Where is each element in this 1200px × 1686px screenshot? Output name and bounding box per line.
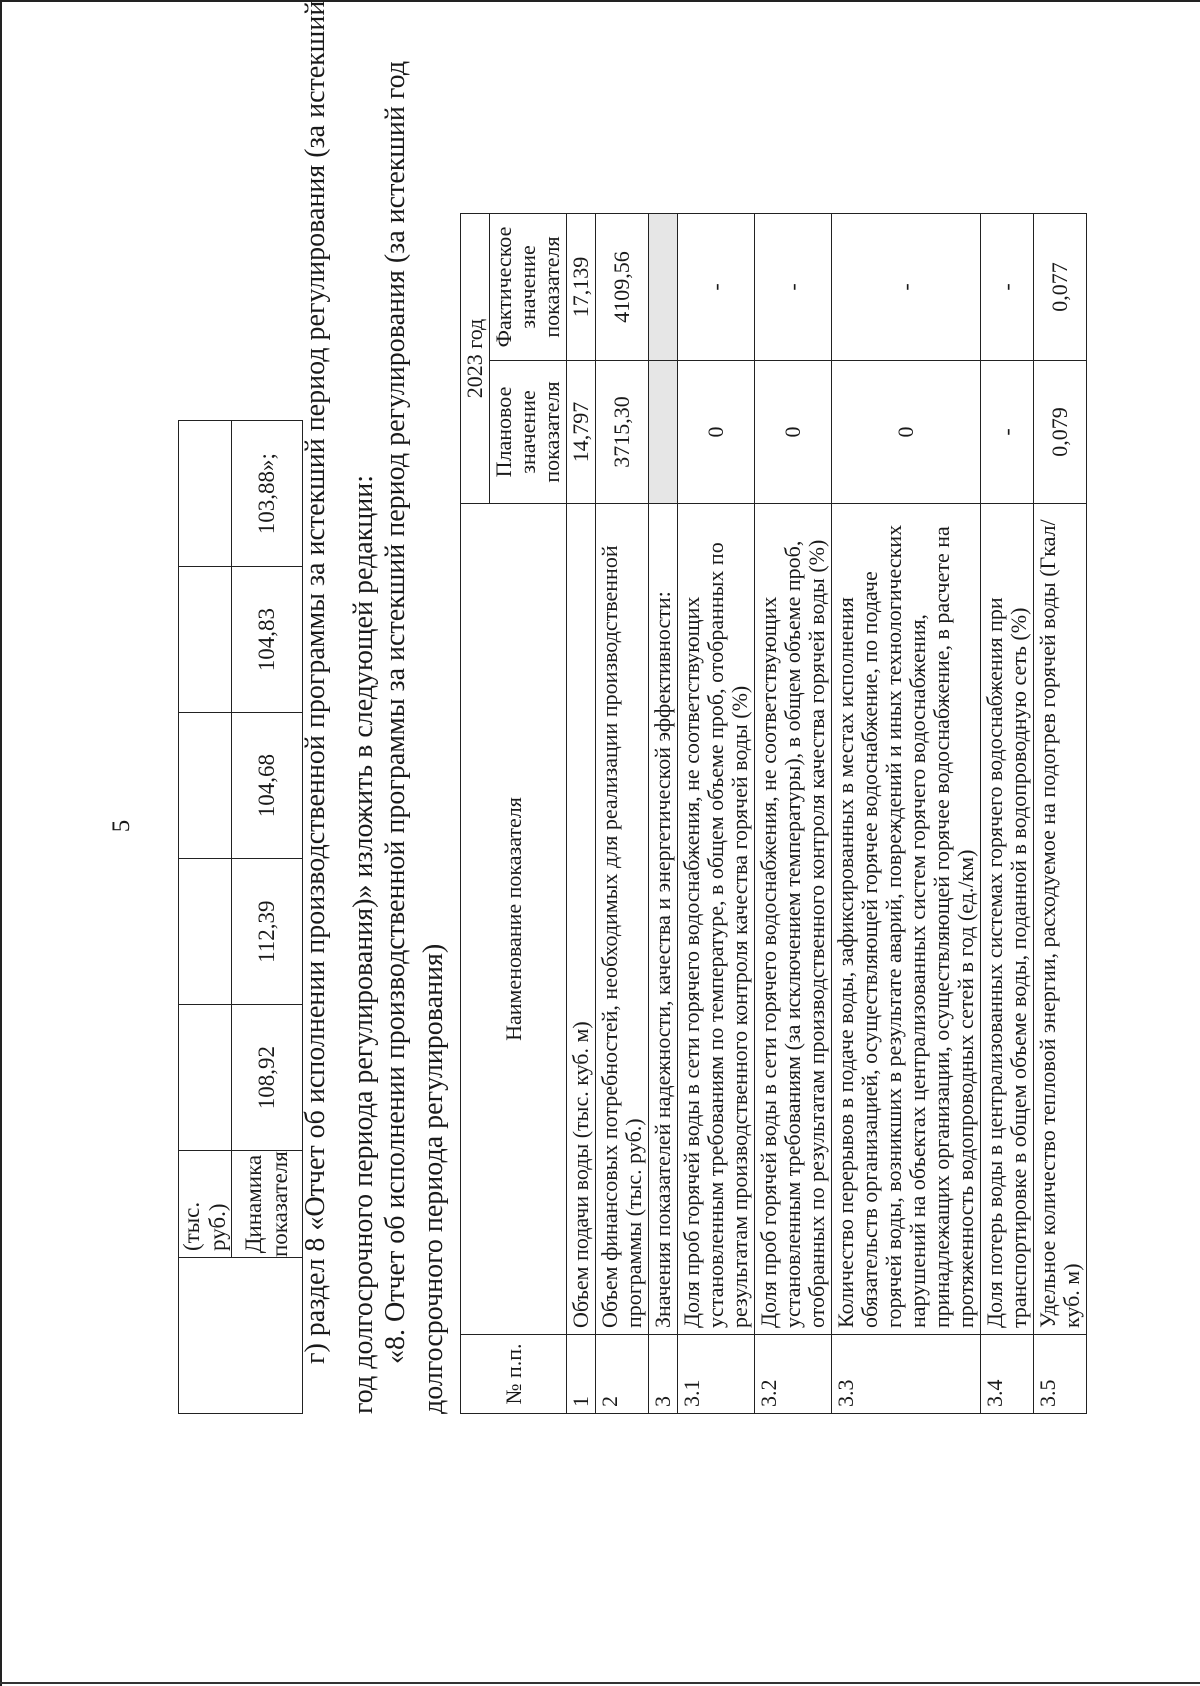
- row-name: Удельное количество тепловой энергии, расходуемое на подогрев горячей воды (Гкал/куб. м): [1034, 504, 1087, 1335]
- row-fact: -: [832, 214, 981, 361]
- header-year: 2023 год: [461, 214, 490, 504]
- row-num: 1: [567, 1335, 596, 1414]
- row-plan: 14,797: [567, 361, 596, 504]
- row-num: 3.4: [981, 1335, 1034, 1414]
- header-name: Наименование показателя: [461, 504, 567, 1335]
- header-num: № п.п.: [461, 1335, 567, 1414]
- table-row: [649, 214, 678, 1414]
- top-table-cell: [179, 567, 232, 713]
- row-name: Объем подачи воды (тыс. куб. м): [567, 504, 596, 1335]
- row-fact: -: [981, 214, 1034, 361]
- top-table-cell: [179, 1005, 232, 1151]
- top-table-unit-row: [179, 421, 232, 1414]
- row-num: 3.1: [678, 1335, 755, 1414]
- top-table-cell: [179, 713, 232, 859]
- page-number: 5: [108, 819, 135, 833]
- row-fact: 17,139: [567, 214, 596, 361]
- top-table-value: 112,39: [232, 859, 303, 1005]
- table-row: [567, 214, 596, 1414]
- row-plan: [649, 361, 678, 504]
- table-row: [596, 214, 649, 1414]
- row-plan: -: [981, 361, 1034, 504]
- row-name: Количество перерывов в подаче воды, зафиксированных в местах исполнения обязательств организацией, осуществляющей горячее водоснабжение, по подаче горячей воды, возникших в результате аварий, повреждений и иных технологических нарушений на объектах централизованных систем горячего водоснабжения, принадлежащих организации, осуществляющей горячее водоснабжение, в расчете на протяженность водопроводных сетей в год (ед./км): [832, 504, 981, 1335]
- row-plan: 0: [755, 361, 832, 504]
- top-table-blank-cell: [179, 1258, 303, 1414]
- row-plan: 0,079: [1034, 361, 1087, 504]
- section8-title-line2: долгосрочного периода регулирования): [418, 943, 449, 1414]
- row-num: 3: [649, 1335, 678, 1414]
- row-fact: 4109,56: [596, 214, 649, 361]
- paragraph-g-line1: г) раздел 8 «Отчет об исполнении производственной программы за истекший период регулирования (за истекший: [300, 0, 331, 1364]
- row-name: Доля проб горячей воды в сети горячего водоснабжения, не соответствующих установленным требованиям по температуре, в общем объеме проб, отобранных по результатам производственного контроля качества горячей воды (%): [678, 504, 755, 1335]
- row-num: 3.5: [1034, 1335, 1087, 1414]
- top-table-value: 103,88»;: [232, 421, 303, 567]
- row-plan: 3715,30: [596, 361, 649, 504]
- row-fact: -: [678, 214, 755, 361]
- row-fact: [649, 214, 678, 361]
- row-fact: -: [755, 214, 832, 361]
- paragraph-g-line2: год долгосрочного периода регулирования)» изложить в следующей редакции:: [348, 474, 379, 1414]
- header-row-1: [461, 214, 490, 1414]
- table-row: [755, 214, 832, 1414]
- top-table-value: 104,83: [232, 567, 303, 713]
- table-row: [1034, 214, 1087, 1414]
- header-plan: Плановое значение показателя: [490, 361, 567, 504]
- top-table-row-label: Динамика показателя: [232, 1151, 303, 1258]
- top-table-value: 104,68: [232, 713, 303, 859]
- production-program-report-table: [460, 213, 1087, 1414]
- header-fact: Фактическое значение показателя: [490, 214, 567, 361]
- row-num: 2: [596, 1335, 649, 1414]
- section8-title-line1: «8. Отчет об исполнении производственной программы за истекший период регулирования (за истекший год: [380, 60, 411, 1364]
- table-row: [832, 214, 981, 1414]
- row-name: Доля проб горячей воды в сети горячего водоснабжения, не соответствующих установленным требованиям (за исключением температуры), в общем объеме проб, отобранных по результатам производственного контроля качества горячей воды (%): [755, 504, 832, 1335]
- row-plan: 0: [678, 361, 755, 504]
- top-table-cell: [179, 859, 232, 1005]
- table-row: [981, 214, 1034, 1414]
- row-num: 3.3: [832, 1335, 981, 1414]
- table-row: [678, 214, 755, 1414]
- row-name: Объем финансовых потребностей, необходимых для реализации производственной программы (тыс. руб.): [596, 504, 649, 1335]
- row-name: Доля потерь воды в централизованных системах горячего водоснабжения при транспортировке в общем объеме воды, поданной в водопроводную сеть (%): [981, 504, 1034, 1335]
- row-num: 3.2: [755, 1335, 832, 1414]
- page-bottom-line: [0, 1682, 1200, 1684]
- top-table-cell: [179, 421, 232, 567]
- row-fact: 0,077: [1034, 214, 1087, 361]
- rotated-document-sheet: [20, 0, 1200, 1676]
- row-name: Значения показателей надежности, качества и энергетической эффективности:: [649, 504, 678, 1335]
- row-plan: 0: [832, 361, 981, 504]
- top-table-value: 108,92: [232, 1005, 303, 1151]
- continued-dynamics-table: [178, 420, 303, 1414]
- top-table-unit: (тыс. руб.): [179, 1151, 232, 1258]
